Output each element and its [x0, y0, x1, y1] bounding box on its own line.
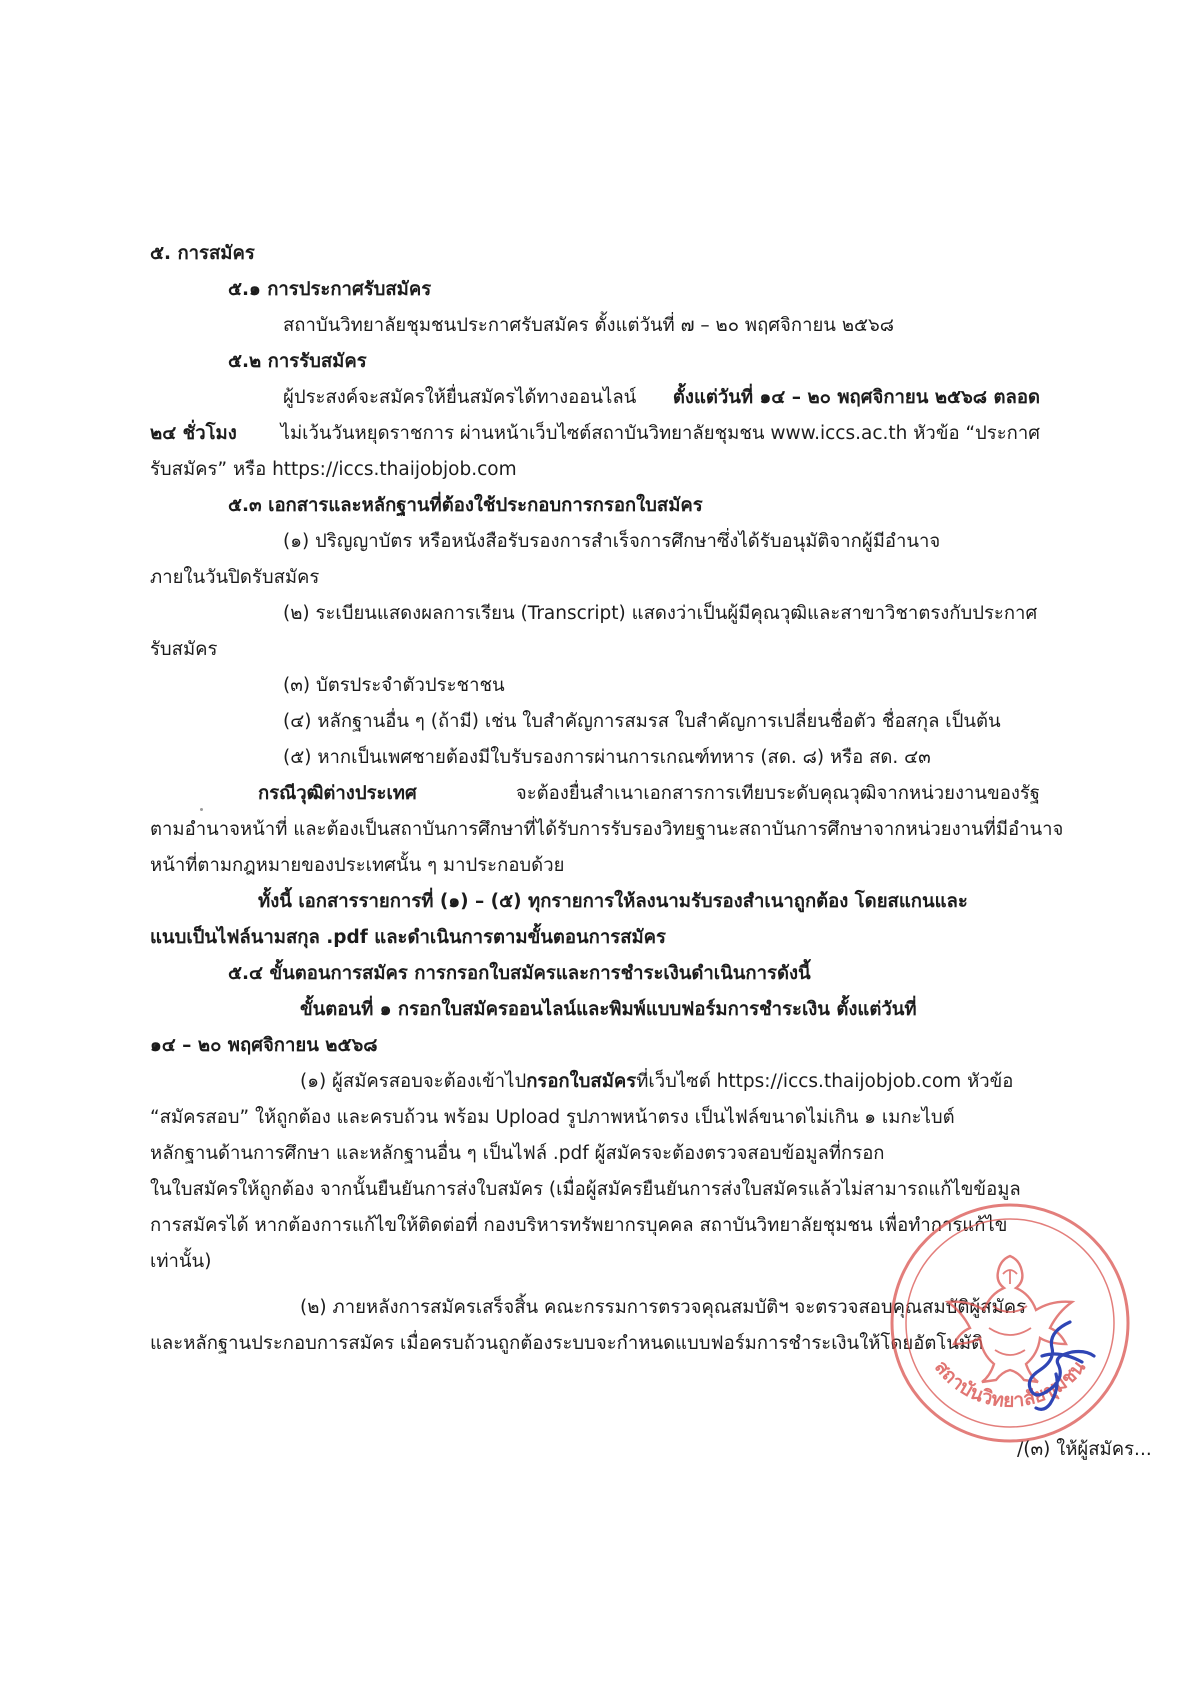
step-1-para-1-line-3: หลักฐานด้านการศึกษา และหลักฐานอื่น ๆ เป็นไฟล์ .pdf ผู้สมัครจะต้องตรวจสอบข้อมูลที่กรอก	[150, 1143, 885, 1164]
section-5-4-heading: ๕.๔ ขั้นตอนการสมัคร การกรอกใบสมัครและการชำระเงินดำเนินการดังนี้	[228, 963, 811, 984]
continuation-note: /(๓) ให้ผู้สมัคร...	[1017, 1439, 1152, 1460]
seal-ring-text: สถาบันวิทยาลัยชุมชน	[930, 1356, 1090, 1412]
foreign-degree-line-1	[258, 776, 1040, 812]
section-5-3-item-1-line-1: (๑) ปริญญาบัตร หรือหนังสือรับรองการสำเร็จการศึกษาซึ่งได้รับอนุมัติจากผู้มีอำนาจ	[283, 531, 941, 552]
foreign-degree-line-3: หน้าที่ตามกฎหมายของประเทศนั้น ๆ มาประกอบด้วย	[150, 855, 565, 876]
section-5-2-line-1-bold: ตั้งแต่วันที่ ๑๔ – ๒๐ พฤศจิกายน ๒๕๖๘ ตลอด	[672, 387, 1040, 408]
documents-note-line-1: ทั้งนี้ เอกสารรายการที่ (๑) – (๕) ทุกรายการให้ลงนามรับรองสำเนาถูกต้อง โดยสแกนและ	[258, 891, 968, 912]
section-5-2-line-1	[283, 380, 1040, 416]
section-5-2-line-2-normal: ไม่เว้นวันหยุดราชการ ผ่านหน้าเว็บไซต์สถาบันวิทยาลัยชุมชน www.iccs.ac.th หัวข้อ “ประกาศ	[280, 423, 1040, 444]
step-1-para-1-line-1	[300, 1064, 1013, 1100]
scan-speck	[200, 808, 203, 811]
documents-note-line-2: แนบเป็นไฟล์นามสกุล .pdf และดำเนินการตามขั้นตอนการสมัคร	[150, 927, 666, 948]
section-5-2-line-2	[150, 416, 1040, 452]
section-5-1-heading: ๕.๑ การประกาศรับสมัคร	[228, 279, 432, 300]
section-5-3-item-4: (๔) หลักฐานอื่น ๆ (ถ้ามี) เช่น ใบสำคัญการสมรส ใบสำคัญการเปลี่ยนชื่อตัว ชื่อสกุล เป็นต้น	[283, 711, 1001, 732]
signature-icon	[1012, 1316, 1098, 1414]
section-5-heading: ๕. การสมัคร	[150, 243, 255, 264]
section-5-3-item-5: (๕) หากเป็นเพศชายต้องมีใบรับรองการผ่านการเกณฑ์ทหาร (สด. ๘) หรือ สด. ๔๓	[283, 747, 931, 768]
step-1-para-1-line-1-a: (๑) ผู้สมัครสอบจะต้องเข้าไป	[300, 1071, 527, 1092]
step-1-para-2-line-1: (๒) ภายหลังการสมัครเสร็จสิ้น คณะกรรมการตรวจคุณสมบัติฯ จะตรวจสอบคุณสมบัติผู้สมัคร	[300, 1297, 1027, 1318]
section-5-3-item-3: (๓) บัตรประจำตัวประชาชน	[283, 675, 505, 696]
section-5-3-item-1-line-2: ภายในวันปิดรับสมัคร	[150, 567, 320, 588]
section-5-3-item-2-line-1: (๒) ระเบียนแสดงผลการเรียน (Transcript) แสดงว่าเป็นผู้มีคุณวุฒิและสาขาวิชาตรงกับประกาศ	[283, 603, 1038, 624]
section-5-2-line-3: รับสมัคร” หรือ https://iccs.thaijobjob.com	[150, 459, 517, 480]
section-5-3-heading: ๕.๓ เอกสารและหลักฐานที่ต้องใช้ประกอบการกรอกใบสมัคร	[228, 495, 703, 516]
step-1-para-1-line-1-bold: กรอกใบสมัคร	[526, 1071, 637, 1092]
foreign-degree-line-2: ตามอำนาจหน้าที่ และต้องเป็นสถาบันการศึกษาที่ได้รับการรับรองวิทยฐานะสถาบันการศึกษาจากหน่วยงานที่มีอำนาจ	[150, 819, 1064, 840]
step-1-line-2: ๑๔ – ๒๐ พฤศจิกายน ๒๕๖๘	[150, 1035, 378, 1056]
foreign-degree-label: กรณีวุฒิต่างประเทศ	[258, 783, 417, 804]
section-5-1-text: สถาบันวิทยาลัยชุมชนประกาศรับสมัคร ตั้งแต่วันที่ ๗ – ๒๐ พฤศจิกายน ๒๕๖๘	[283, 315, 895, 336]
foreign-degree-text: จะต้องยื่นสำเนาเอกสารการเทียบระดับคุณวุฒิจากหน่วยงานของรัฐ	[515, 783, 1040, 804]
section-5-3-item-2-line-2: รับสมัคร	[150, 639, 218, 660]
step-1-para-1-line-4: ในใบสมัครให้ถูกต้อง จากนั้นยืนยันการส่งใบสมัคร (เมื่อผู้สมัครยืนยันการส่งใบสมัครแล้วไม่สามารถแก้ไขข้อมูล	[150, 1179, 1021, 1200]
step-1-para-1-line-5: การสมัครได้ หากต้องการแก้ไขให้ติดต่อที่ กองบริหารทรัพยากรบุคคล สถาบันวิทยาลัยชุมชน เพื่อทำการแก้ไข	[150, 1215, 1008, 1236]
step-1-line-1: ขั้นตอนที่ ๑ กรอกใบสมัครออนไลน์และพิมพ์แบบฟอร์มการชำระเงิน ตั้งแต่วันที่	[300, 999, 917, 1020]
section-5-2-heading: ๕.๒ การรับสมัคร	[228, 351, 367, 372]
step-1-para-1-line-6: เท่านั้น)	[150, 1251, 212, 1272]
section-5-2-line-2-bold: ๒๔ ชั่วโมง	[150, 423, 237, 444]
section-5-2-line-1-normal: ผู้ประสงค์จะสมัครให้ยื่นสมัครได้ทางออนไลน์	[283, 387, 637, 408]
step-1-para-1-line-2: “สมัครสอบ” ให้ถูกต้อง และครบถ้วน พร้อม Upload รูปภาพหน้าตรง เป็นไฟล์ขนาดไม่เกิน ๑ เมกะไบต์	[150, 1107, 955, 1128]
step-1-para-2-line-2: และหลักฐานประกอบการสมัคร เมื่อครบถ้วนถูกต้องระบบจะกำหนดแบบฟอร์มการชำระเงินให้โดยอัตโนมัติ	[150, 1333, 984, 1354]
step-1-para-1-line-1-b: ที่เว็บไซต์ https://iccs.thaijobjob.com หัวข้อ	[636, 1071, 1014, 1092]
